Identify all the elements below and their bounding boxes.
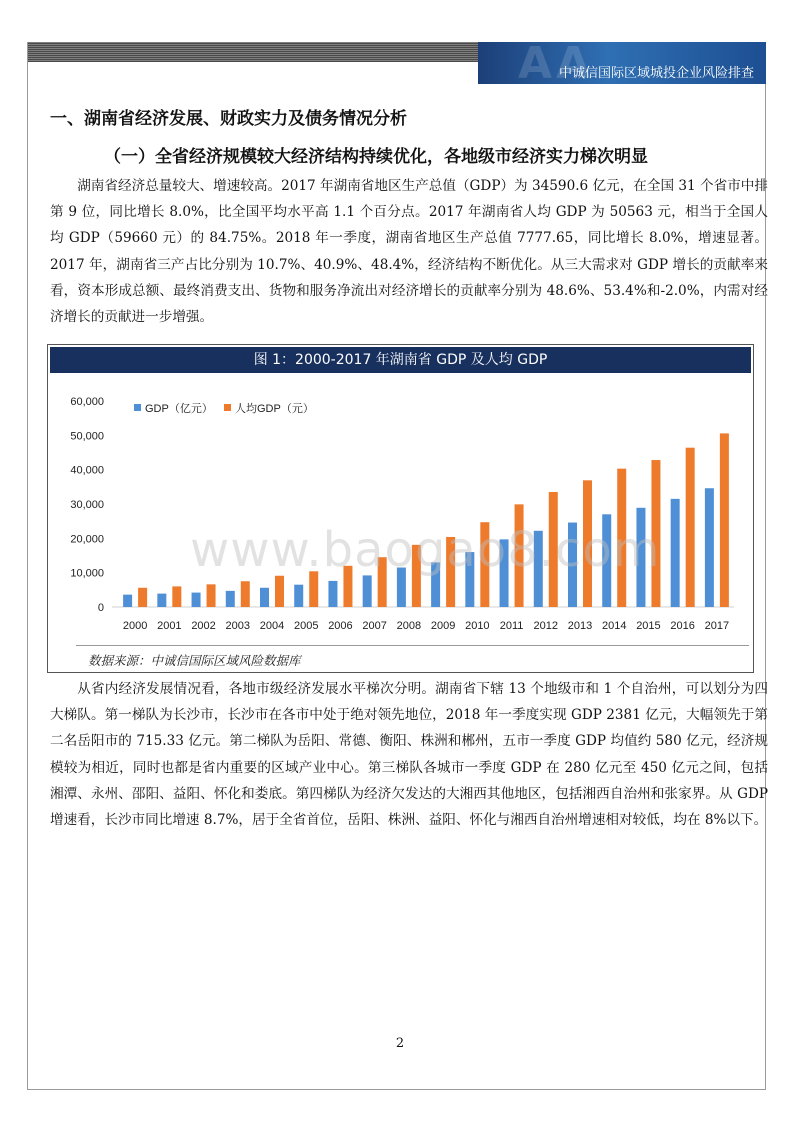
legend-swatch-per-capita xyxy=(224,404,231,411)
source-divider xyxy=(76,645,749,646)
y-tick-label: 0 xyxy=(97,602,104,614)
bar-gdp xyxy=(328,581,337,607)
header-title: 中诚信国际区域城投企业风险排查 xyxy=(558,66,754,81)
x-tick-label: 2012 xyxy=(533,620,559,632)
x-tick-label: 2006 xyxy=(328,620,353,632)
chart-area xyxy=(48,375,753,645)
x-tick-label: 2017 xyxy=(704,620,730,632)
x-tick-label: 2001 xyxy=(157,620,182,632)
bar-gdp xyxy=(671,499,680,607)
chart-svg xyxy=(48,375,753,645)
chart-title: 图 1：2000-2017 年湖南省 GDP 及人均 GDP xyxy=(50,347,751,373)
x-tick-label: 2014 xyxy=(601,620,627,632)
x-tick-label: 2009 xyxy=(430,620,456,632)
x-tick-label: 2016 xyxy=(670,620,695,632)
bar-per-capita xyxy=(686,448,695,607)
bar-per-capita xyxy=(241,581,250,607)
header-decoration: AA xyxy=(518,42,595,84)
y-tick-label: 60,000 xyxy=(70,396,104,408)
bar-gdp xyxy=(294,585,303,607)
figure-source: 数据来源：中诚信国际区域风险数据库 xyxy=(88,653,301,668)
watermark: www.baogao8.com xyxy=(190,522,661,578)
x-tick-label: 2002 xyxy=(191,620,216,632)
bar-gdp xyxy=(363,575,372,607)
bar-per-capita xyxy=(207,584,216,607)
paragraph-1: 湖南省经济总量较大、增速较高。2017 年湖南省地区生产总值（GDP）为 34590.6 亿元，在全国 31 个省市中排第 9 位，同比增长 8.0%，比全国平均水平高 1.1 个百分点。2017 年湖南省人均 GDP 为 50563 元，相当于全国人均 GDP（59660 元）的 84.75%。2018 年一季度，湖南省地区生产总值 7777.65，同比增长 8.0%，增速显著。2017 年，湖南省三产占比分别为 10.7%、40.9%、48.4%，经济结构不断优化。从三大需求对 GDP 增长的贡献率来看，资本形成总额、最终消费支出、货物和服务净流出对经济增长的贡献率分别为 48.6%、53.4%和-2.0%，内需对经济增长的贡献进一步增强。 xyxy=(50,178,768,326)
bar-gdp xyxy=(260,588,269,607)
figure-1 xyxy=(47,344,754,673)
bar-gdp xyxy=(157,594,166,607)
y-tick-label: 30,000 xyxy=(70,499,104,511)
x-tick-label: 2003 xyxy=(225,620,251,632)
x-tick-label: 2000 xyxy=(122,620,148,632)
legend-label-per-capita: 人均GDP（元） xyxy=(235,403,314,415)
bar-per-capita xyxy=(138,588,147,607)
legend-swatch-gdp xyxy=(134,404,141,411)
x-tick-label: 2013 xyxy=(567,620,593,632)
header-stripe xyxy=(28,42,478,62)
section-title: 一、湖南省经济发展、财政实力及债务情况分析 xyxy=(50,109,407,129)
section-subtitle: （一）全省经济规模较大经济结构持续优化，各地级市经济实力梯次明显 xyxy=(104,147,648,167)
header-banner xyxy=(478,42,766,84)
x-tick-label: 2008 xyxy=(396,620,422,632)
x-tick-label: 2007 xyxy=(362,620,387,632)
page-number: 2 xyxy=(395,1036,405,1051)
bar-per-capita xyxy=(275,576,284,607)
y-tick-label: 20,000 xyxy=(70,533,104,546)
bar-gdp xyxy=(123,595,132,607)
legend-label-gdp: GDP（亿元） xyxy=(145,403,213,415)
x-tick-label: 2011 xyxy=(499,620,524,632)
x-tick-label: 2010 xyxy=(465,620,490,632)
bar-gdp xyxy=(705,488,714,607)
bar-per-capita xyxy=(172,586,181,607)
x-tick-label: 2015 xyxy=(636,620,661,632)
y-tick-label: 50,000 xyxy=(70,430,104,443)
x-tick-label: 2004 xyxy=(259,620,285,632)
bar-gdp xyxy=(192,593,201,607)
bar-per-capita xyxy=(720,433,729,607)
paragraph-2: 从省内经济发展情况看，各地市级经济发展水平梯次分明。湖南省下辖 13 个地级市和 1 个自治州，可以划分为四大梯队。第一梯队为长沙市，长沙市在各市中处于绝对领先地位，2018 年一季度实现 GDP 2381 亿元，大幅领先于第二名岳阳市的 715.33 亿元。第二梯队为岳阳、常德、衡阳、株洲和郴州，五市一季度 GDP 均值约 580 亿元，经济规模较为相近，同时也都是省内重要的区域产业中心。第三梯队各城市一季度 GDP 在 280 亿元至 450 亿元之间，包括湘潭、永州、邵阳、益阳、怀化和娄底。第四梯队为经济欠发达的大湘西其他地区，包括湘西自治州和张家界。从 GDP 增速看，长沙市同比增速 8.7%，居于全省首位，岳阳、株洲、益阳、怀化与湘西自治州增速相对较低，均在 8%以下。 xyxy=(50,681,768,829)
bar-gdp xyxy=(226,591,235,607)
x-tick-label: 2005 xyxy=(293,620,319,632)
y-tick-label: 40,000 xyxy=(70,464,104,477)
y-tick-label: 10,000 xyxy=(70,567,104,580)
